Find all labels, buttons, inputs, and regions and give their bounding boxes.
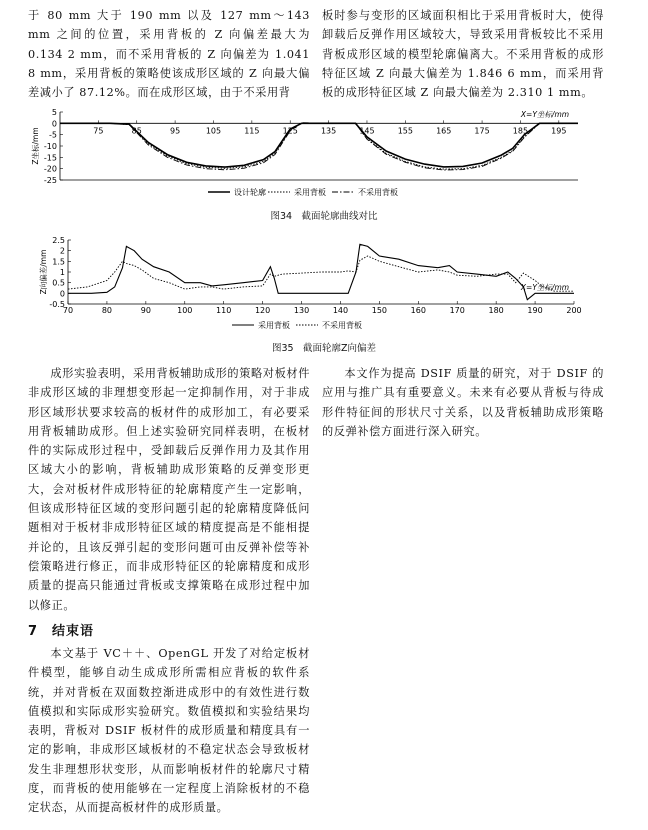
legend-label: 设计轮廓: [234, 188, 266, 197]
y-tick-label: -5: [49, 130, 57, 140]
y-tick-label: 5: [51, 108, 57, 117]
y-tick-label: 0: [51, 119, 57, 129]
x-tick-label: 170: [449, 306, 465, 315]
x-tick-label: 135: [320, 126, 337, 136]
y-tick-label: -20: [43, 164, 57, 174]
x-tick-label: 115: [244, 126, 260, 136]
x-tick-label: 105: [205, 126, 222, 136]
section-heading: 7 结束语: [28, 624, 95, 639]
paragraph-left-top: 于 80 mm 大于 190 mm 以及 127 mm～143 mm 之间的位置，采用背板的 Z 向偏差最大为 0.134 2 mm，而不采用背板的 Z 向偏差为 1.041 8 mm，采用背板的策略使该成形区域的 Z 向最大偏差减小了 87.12%。而在成形区域，由于不采用背: [28, 9, 310, 100]
paragraph-conclusion: 本文基于 VC＋＋、OpenGL 开发了对给定板材件模型，能够自动生成成形所需相应背板的软件系统，并对背板在双面数控渐进成形中的有效性进行数值模拟和实际成形实验研究。数值模拟和实验结果均表明，背板对 DSIF 板材件的成形质量和精度具有一定的影响，非成形区域板材的不稳定状态会导致板材发生非理想形状变形，从而影响板材件的轮廓尺寸精度，而背板的使用能够在一定程度上消除板材的不稳定状态，从而提高板材件的成形质量。: [28, 647, 310, 815]
y-tick-label: -15: [43, 153, 57, 163]
paragraph-right-top: 板时参与变形的区域面积相比于采用背板时大，使得卸载后反弹作用区域较大，导致采用背板较比不采用背板成形区域的模型轮廓偏离大。不采用背板的成形特征区域 Z 向最大偏差为 1.846 6 mm，而采用背板的成形特征区域 Z 向最大偏差为 2.310 1 mm。: [322, 9, 604, 100]
x-tick-label: 150: [371, 306, 388, 315]
x-tick-label: 120: [254, 306, 271, 315]
x-tick-label: 110: [216, 306, 232, 315]
x-tick-label: 190: [527, 306, 543, 315]
y-axis-label: Z坐标/mm: [31, 127, 40, 165]
x-tick-label: 200: [566, 306, 582, 315]
x-tick-label: 125: [282, 126, 298, 136]
y-tick-label: 1: [59, 268, 65, 277]
x-tick-label: 100: [177, 306, 193, 315]
y-axis-label: Z向偏差/mm: [39, 249, 48, 295]
x-tick-label: 160: [410, 306, 426, 315]
series-line-0: [68, 244, 574, 299]
figure-35-caption: 图35 截面轮廓Z向偏差: [271, 343, 377, 354]
figure-34-chart: [0, 108, 648, 220]
x-tick-label: 175: [474, 126, 490, 136]
x-axis-label: X=Y坐标/mm: [520, 110, 570, 119]
x-tick-label: 95: [170, 126, 181, 136]
x-tick-label: 155: [397, 126, 413, 136]
y-tick-label: -0.5: [49, 300, 65, 309]
y-tick-label: -25: [43, 176, 57, 185]
x-tick-label: 145: [359, 126, 375, 136]
x-tick-label: 75: [93, 126, 104, 136]
figure-34-caption: 图34 截面轮廓曲线对比: [270, 211, 378, 222]
y-tick-label: 0: [59, 289, 65, 299]
series-line-1: [68, 256, 574, 291]
legend-label: 采用背板: [294, 188, 326, 197]
x-tick-label: 70: [62, 306, 74, 315]
legend-label: 不采用背板: [322, 321, 362, 330]
figure-35-chart: [0, 232, 648, 338]
y-tick-label: 1.5: [52, 257, 65, 267]
x-tick-label: 195: [551, 126, 567, 136]
paragraph-left-bottom: 成形实验表明，采用背板辅助成形的策略对板材件非成形区域的非理想变形起一定抑制作用，对于非成形区域形状要求较高的板材件的成形加工，有必要采用背板辅助成形。但上述实验研究同样表明，在板材件的实际成形过程中，受卸载后反弹作用力及其作用区域大小的影响，背板辅助成形策略的反弹变形更大，会对板材件成形特征的轮廓精度产生一定影响，但该成形特征区域的变形问题引起的轮廓精度降低问题相对于板材非成形特征区域的精度提高是不能相提并论的，且该反弹引起的变形问题可由反弹补偿等补偿策略进行修正，而非成形特征区的轮廓精度和成形质量的提高只能通过背板或支撑策略在成形过程中加以修正。: [28, 367, 310, 612]
legend-label: 采用背板: [258, 321, 290, 330]
x-tick-label: 180: [488, 306, 504, 315]
legend-label: 不采用背板: [358, 188, 398, 197]
y-tick-label: 2: [59, 246, 65, 256]
x-axis-label: X=Y坐标/mm: [520, 283, 570, 292]
paragraph-right-bottom: 本文作为提高 DSIF 质量的研究，对于 DSIF 的应用与推广具有重要意义。未来有必要从背板与待成形件特征间的形状尺寸关系，以及背板辅助成形策略的反弹补偿方面进行深入研究。: [322, 367, 604, 438]
y-tick-label: 2.5: [52, 236, 65, 245]
x-tick-label: 165: [436, 126, 452, 136]
x-tick-label: 80: [101, 306, 113, 315]
x-tick-label: 85: [131, 126, 142, 136]
y-tick-label: -10: [43, 142, 57, 151]
x-tick-label: 185: [512, 126, 529, 136]
x-tick-label: 90: [140, 306, 151, 315]
x-tick-label: 130: [293, 306, 310, 315]
x-tick-label: 140: [332, 306, 349, 315]
y-tick-label: 0.5: [52, 278, 65, 288]
